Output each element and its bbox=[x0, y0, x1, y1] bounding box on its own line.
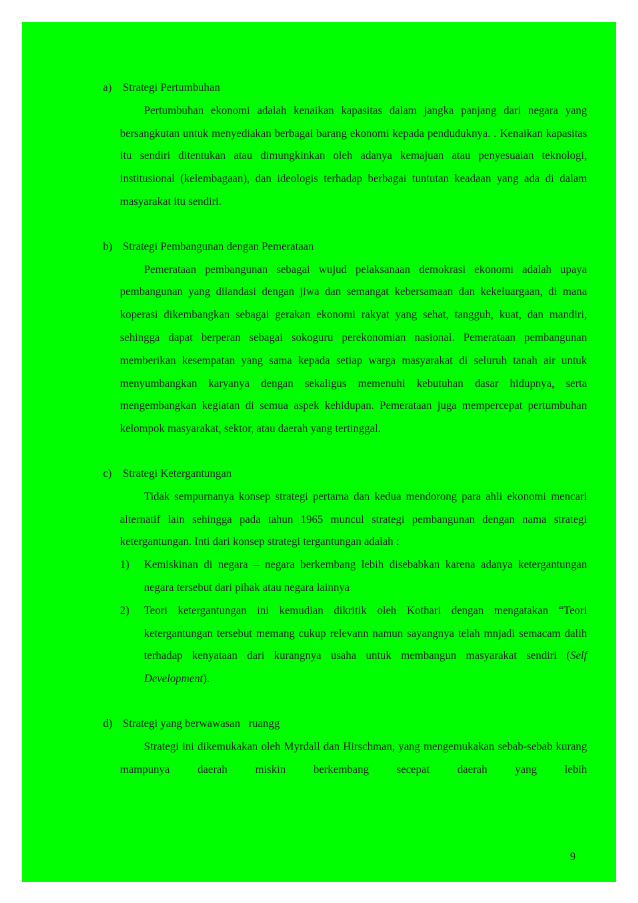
section-d-paragraph: Strategi ini dikemukakan oleh Myrdall dan Hirschman, yang mengemukakan sebab-sebab kurang mampunya daerah miskin berkembang secepat daerah yang lebih bbox=[120, 740, 587, 776]
section-a-heading bbox=[103, 77, 587, 100]
section-d-heading bbox=[103, 713, 587, 736]
list-item-italic-term: Self Development bbox=[144, 650, 587, 686]
section-c-paragraph: Tidak sempurnanya konsep strategi pertama dan kedua mendorong para ahli ekonomi mencari alternatif lain sehingga pada tahun 1965 muncul strategi pembangunan dengan nama strategi ketergantungan. Inti dari konsep strategi tergantungan adalah : bbox=[120, 490, 587, 549]
section-a-label: a) bbox=[103, 82, 112, 94]
section-a-title: Strategi Pertumbuhan bbox=[122, 82, 221, 94]
section-d-label: d) bbox=[103, 717, 113, 730]
section-b-label: b) bbox=[103, 240, 113, 253]
list-item-number: 1) bbox=[120, 559, 130, 572]
section-a-paragraph: Pertumbuhan ekonomi adalah kenaikan kapasitas dalam jangka panjang dari negara yang bersangkutan untuk menyediakan berbagai barang ekonomi kepada penduduknya. . Kenaikan kapasitas itu sendiri ditentukan atau dimungkinkan oleh adanya kemajuan atau penyesuaian teknologi, institusional (kelembagaan), dan ideologis terhadap berbagai tuntutan keadaan yang ada di dalam masyarakat itu sendiri. bbox=[120, 104, 587, 208]
document-page bbox=[22, 22, 616, 882]
list-item-number: 2) bbox=[120, 604, 130, 617]
section-c-heading bbox=[103, 463, 587, 486]
list-item bbox=[120, 554, 587, 600]
list-item bbox=[120, 600, 587, 691]
list-item-text: Teori ketergantungan ini kemudian dikritik oleh Kothari dengan mengatakan “Teori ketergantungan tersebut memang cukup relevann namun sayangnya telah mnjadi semacam dalih terhadap kenyataan dari kurangnya usaha untuk membangun masyarakat sendiri ( bbox=[144, 604, 587, 663]
section-c-list bbox=[120, 554, 587, 691]
list-item-text: Kemiskinan di negara – negara berkembang lebih disebabkan karena adanya ketergantungan negara tersebut dari pihak atau negara lainnya bbox=[144, 559, 587, 594]
section-b bbox=[103, 236, 587, 441]
page-content bbox=[103, 77, 587, 781]
page-number: 9 bbox=[570, 851, 576, 863]
section-b-paragraph: Pemerataan pembangunan sebagai wujud pelaksanaan demokrasi ekonomi adalah upaya pembangunan yang dilandasi dengan jiwa dan semangat kebersamaan dan kekeluargaan, di mana koperasi dikembangkan sebagai gerakan ekonomi rakyat yang sehat, tangguh, kuat, dan mandiri, sehingga dapat berperan sebagai sokoguru perekonomian nasional. Pemerataan pembangunan memberikan kesempatan yang sama kepada setiap warga masyarakat di seluruh tanah air untuk menyumbangkan karyanya dengan sekaligus memenuhi kebutuhan dasar hidupnya, serta mengembangkan kegiatan di semua aspek kehidupan. Pemerataan juga mempercepat pertumbuhan kelompok masyarakat, sektor, atau daerah yang tertinggal. bbox=[120, 263, 587, 436]
section-d-title: Strategi yang berwawasan ruangg bbox=[122, 717, 280, 730]
section-a bbox=[103, 77, 587, 214]
section-b-heading bbox=[103, 236, 587, 259]
section-b-title: Strategi Pembangunan dengan Pemerataan bbox=[122, 240, 314, 253]
section-c-label: c) bbox=[103, 467, 112, 480]
section-c-title: Strategi Ketergantungan bbox=[122, 467, 232, 480]
list-item-text-end: ). bbox=[203, 673, 210, 686]
section-d bbox=[103, 713, 587, 781]
section-c bbox=[103, 463, 587, 691]
